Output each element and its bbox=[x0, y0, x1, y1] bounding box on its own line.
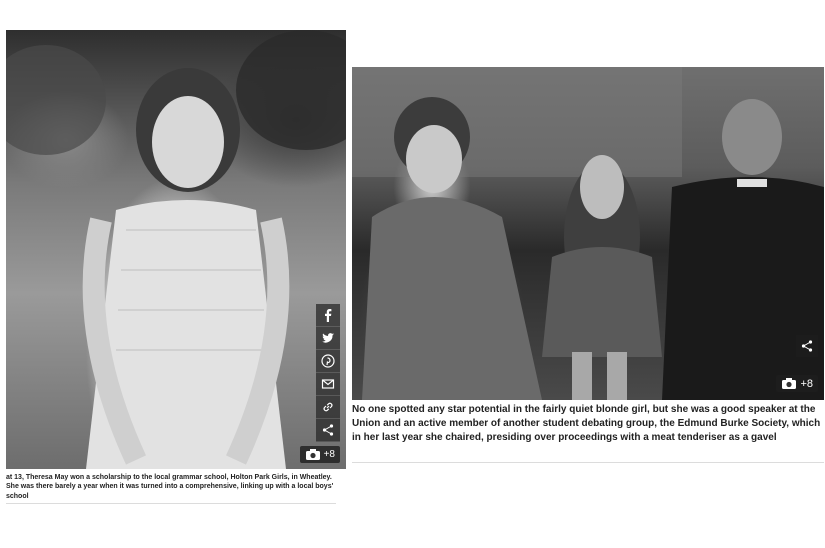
gallery-button-left[interactable] bbox=[300, 446, 340, 463]
more-share-button[interactable] bbox=[316, 419, 340, 442]
link-share-button[interactable] bbox=[316, 396, 340, 419]
photo-caption-left: at 13, Theresa May won a scholarship to the local grammar school, Holton Park Girls, in Wheatley. She was there barely a year when it was turned into a comprehensive, linking up with a local boys' school bbox=[6, 474, 334, 500]
facebook-share-button[interactable] bbox=[316, 304, 340, 327]
email-icon bbox=[321, 377, 335, 391]
camera-icon bbox=[305, 448, 321, 461]
pinterest-share-button[interactable] bbox=[316, 350, 340, 373]
photo-family-sofa[interactable] bbox=[352, 67, 824, 400]
twitter-icon bbox=[321, 331, 335, 345]
caption-divider-right bbox=[352, 462, 824, 463]
email-share-button[interactable] bbox=[316, 373, 340, 396]
share-button-right[interactable] bbox=[796, 335, 818, 357]
gallery-button-right[interactable] bbox=[776, 375, 818, 392]
camera-icon bbox=[781, 377, 797, 390]
twitter-share-button[interactable] bbox=[316, 327, 340, 350]
gallery-count-left: +8 bbox=[323, 449, 335, 460]
gallery-count-right: +8 bbox=[800, 377, 813, 390]
share-toolbar bbox=[316, 304, 340, 442]
photo-theresa-may-teen[interactable] bbox=[6, 30, 346, 469]
link-icon bbox=[321, 400, 335, 414]
facebook-icon bbox=[321, 308, 335, 322]
photo-scene-left bbox=[6, 30, 346, 469]
photo-scene-right bbox=[352, 67, 824, 400]
pinterest-icon bbox=[321, 354, 335, 368]
caption-divider-left bbox=[6, 503, 336, 504]
photo-caption-right: No one spotted any star potential in the fairly quiet blonde girl, but she was a good speaker at the Union and an active member of another student debating group, the Edmund Burke Society, which in her last year she chaired, presiding over proceedings with a meat tenderiser as a gavel bbox=[352, 404, 821, 443]
share-icon bbox=[800, 339, 814, 353]
share-icon bbox=[321, 423, 335, 437]
